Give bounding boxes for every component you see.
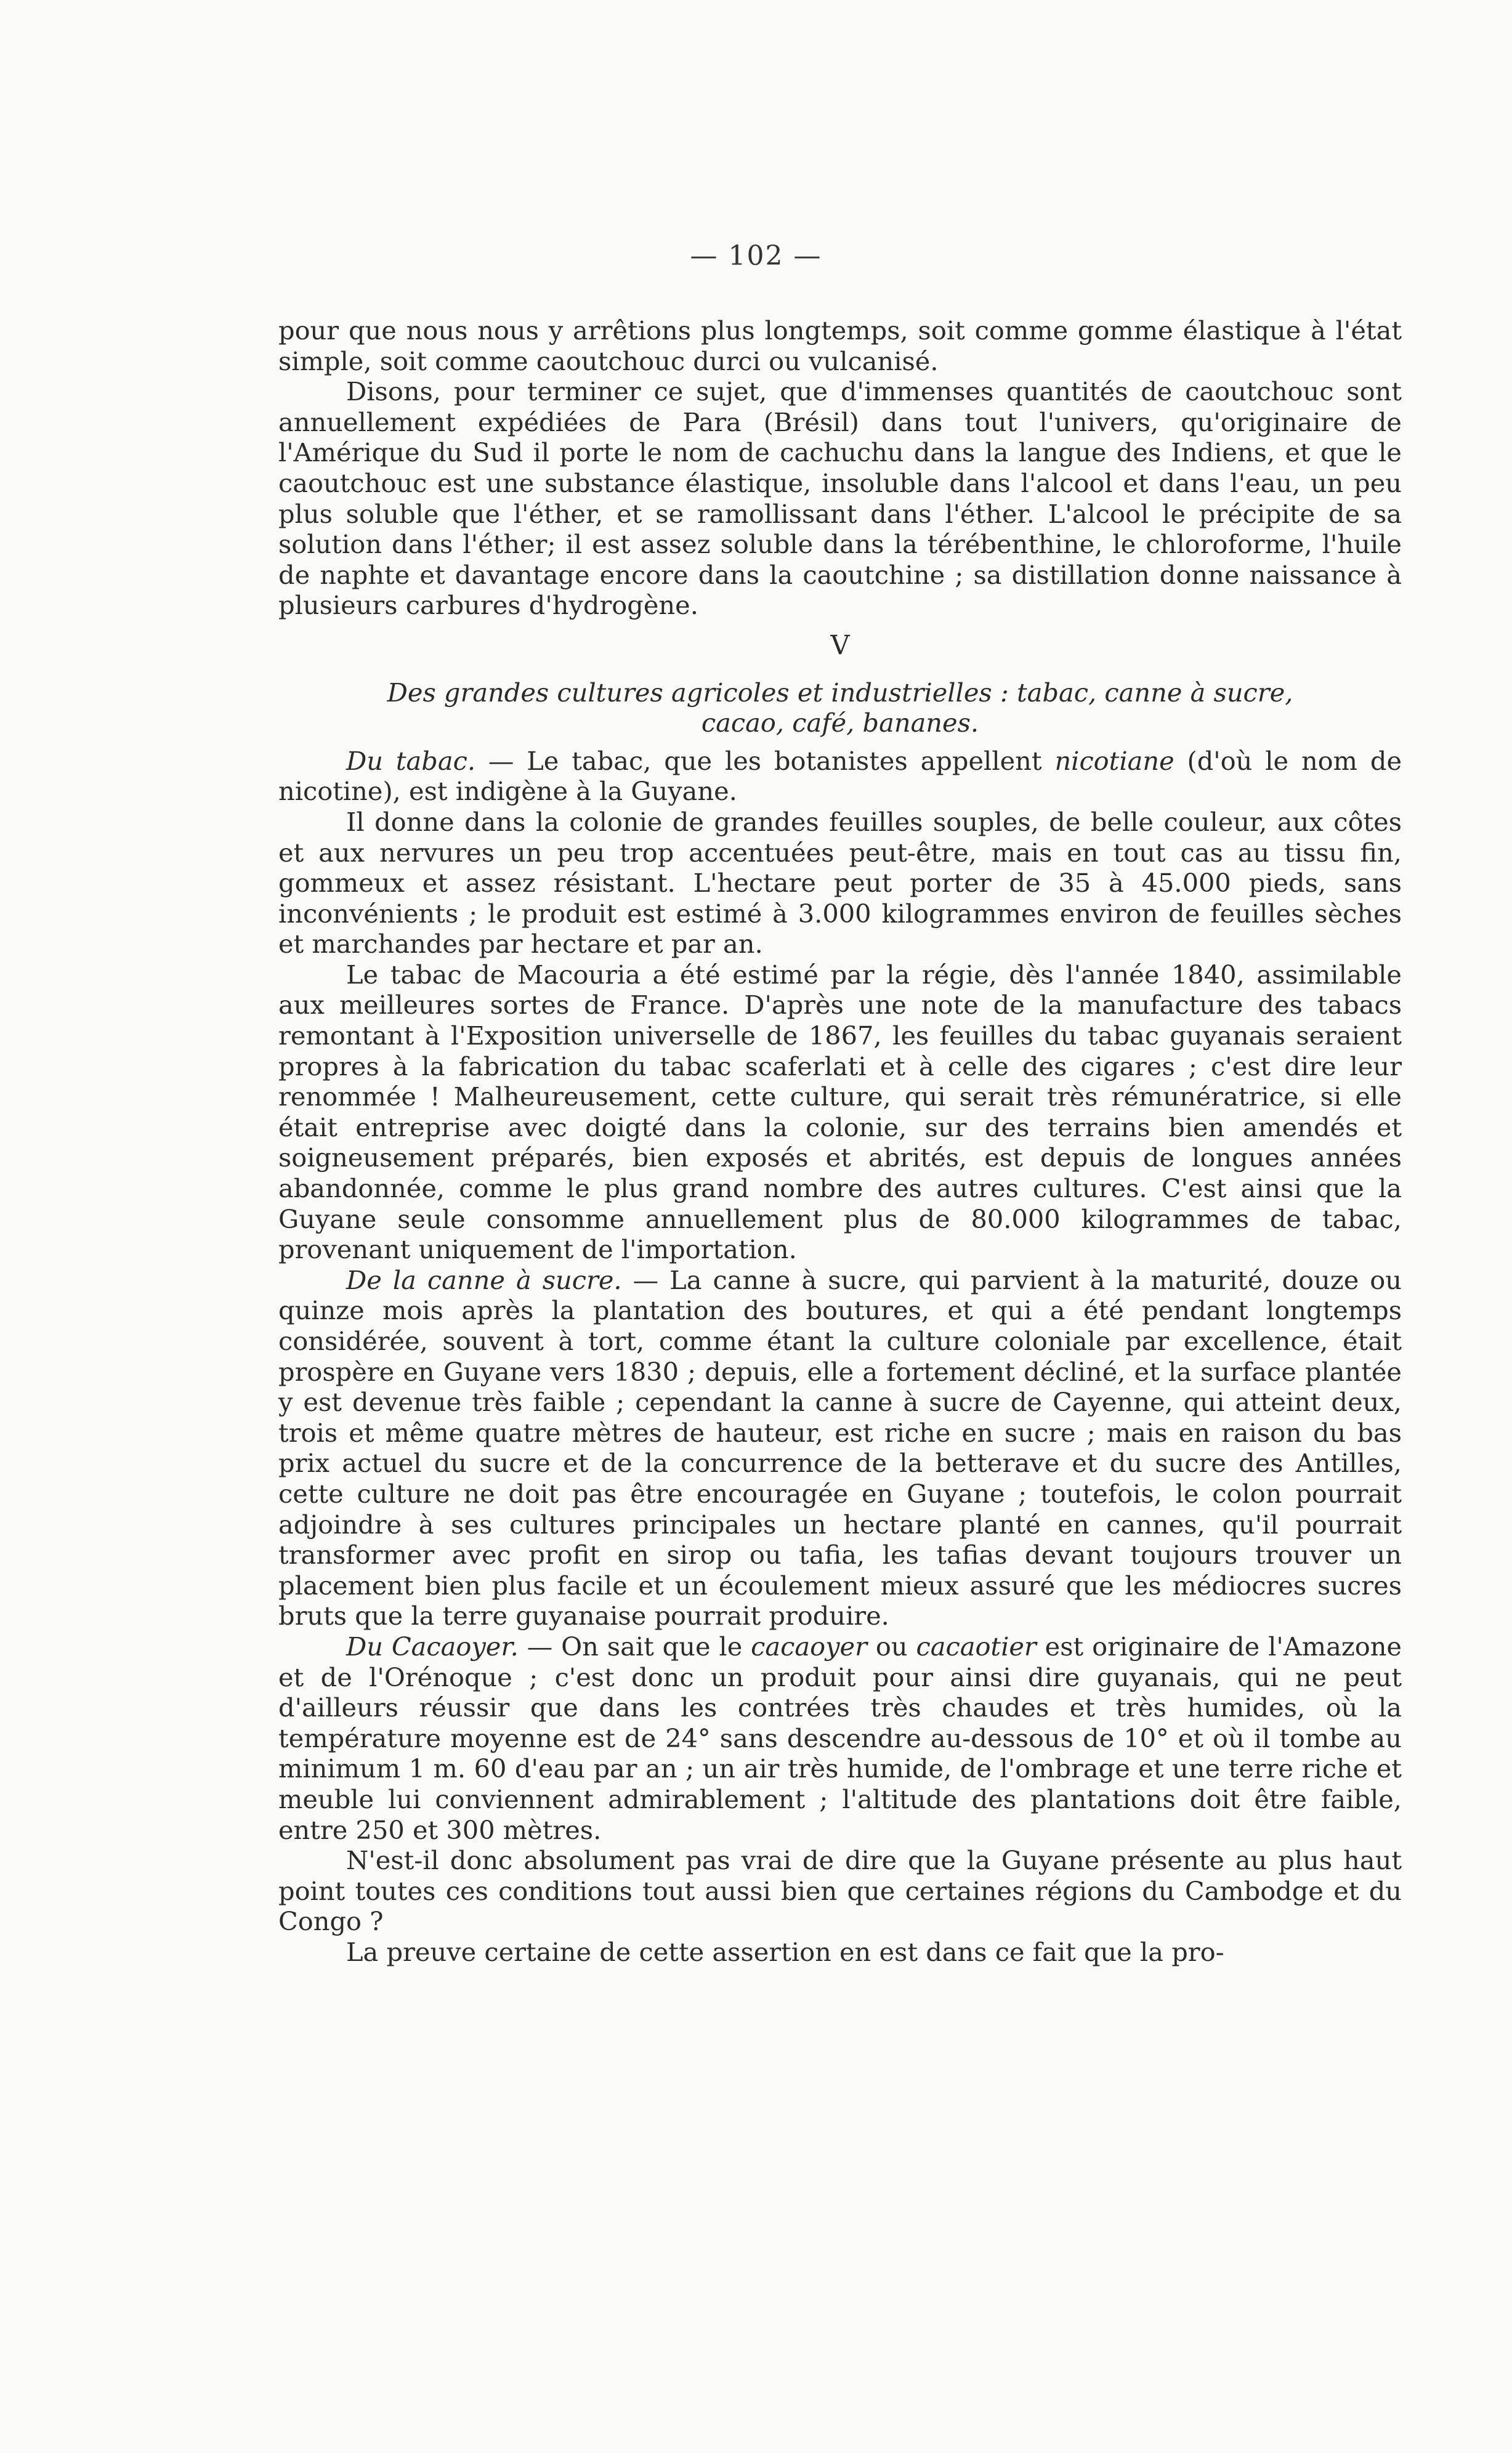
tabac-intro-text-end: (d'où le nom de nicotine), est indigène à la Guyane. xyxy=(278,745,1402,807)
subheading-cacaoyer: Du Cacaoyer. xyxy=(346,1631,519,1662)
paragraph-cacaoyer xyxy=(278,1631,1402,1845)
subheading-tabac: Du tabac. xyxy=(346,745,476,776)
paragraph-tabac-intro xyxy=(278,746,1402,807)
canne-text: — La canne à sucre, qui parvient à la maturité, douze ou quinze mois après la plantation des boutures, et qui a été pendant longtemps considérée, souvent à tort, comme étant la culture coloniale par excellence, était prospère en Guyane vers 1830 ; depuis, elle a fortement décliné, et la surface plantée y est devenue très faible ; cependant la canne à sucre de Cayenne, qui atteint deux, trois et même quatre mètres de hauteur, est riche en sucre ; mais en raison du bas prix actuel du sucre et de la concurrence de la betterave et du sucre des Antilles, cette culture ne doit pas être encouragée en Guyane ; toutefois, le colon pourrait adjoindre à ses cultures principales un hectare planté en cannes, qu'il pourrait transformer avec profit en sirop ou tafia, les tafias devant toujours trouver un placement bien plus facile et un écoulement mieux assuré que les médiocres sucres bruts que la terre guyanaise pourrait produire. xyxy=(278,1264,1402,1631)
section-numeral: V xyxy=(830,629,850,661)
tabac-intro-text-start: — Le tabac, que les botanistes appellent xyxy=(475,745,1055,776)
body-text xyxy=(278,315,1402,1967)
cacaoyer-text-start: — On sait que le xyxy=(518,1631,751,1662)
paragraph-caoutchouc-end: pour que nous nous y arrêtions plus longtemps, soit comme gomme élastique à l'état simple, soit comme caoutchouc durci ou vulcanisé. xyxy=(278,315,1402,376)
section-title xyxy=(278,677,1402,738)
cacaoyer-text-end: est originaire de l'Amazone et de l'Orénoque ; c'est donc un produit pour ainsi dire guyanais, qui ne peut d'ailleurs réussir que dans les contrées très chaudes et très humides, où la température moyenne est de 24° sans descendre au-dessous de 10° et où il tombe au minimum 1 m. 60 d'eau par an ; un air très humide, de l'ombrage et une terre riche et meuble lui conviennent admirablement ; l'altitude des plantations doit être faible, entre 250 et 300 mètres. xyxy=(278,1631,1402,1845)
section-title-line-2: cacao, café, bananes. xyxy=(701,708,979,738)
term-nicotiane: nicotiane xyxy=(1054,745,1174,776)
section-title-line-1: Des grandes cultures agricoles et industrielles : tabac, canne à sucre, xyxy=(387,677,1293,708)
paragraph-canne xyxy=(278,1265,1402,1631)
paragraph-preuve: La preuve certaine de cette assertion en est dans ce fait que la pro- xyxy=(346,1936,1224,1967)
cacaoyer-text-mid: ou xyxy=(867,1631,916,1662)
paragraph-caoutchouc-summary: Disons, pour terminer ce sujet, que d'immenses quantités de caoutchouc sont annuellement expédiées de Para (Brésil) dans tout l'univers, qu'originaire de l'Amérique du Sud il porte le nom de cachuchu dans la langue des Indiens, et que le caoutchouc est une substance élastique, insoluble dans l'alcool et dans l'eau, un peu plus soluble que l'éther, et se ramollissant dans l'éther. L'alcool le précipite de sa solution dans l'éther; il est assez soluble dans la térébenthine, le chloroforme, l'huile de naphte et davantage encore dans la caoutchine ; sa distillation donne naissance à plusieurs carbures d'hydrogène. xyxy=(278,376,1402,621)
paragraph-tabac-description: Il donne dans la colonie de grandes feuilles souples, de belle couleur, aux côtes et aux nervures un peu trop accentuées peut-être, mais en tout cas au tissu fin, gommeux et assez résistant. L'hectare peut porter de 35 à 45.000 pieds, sans inconvénients ; le produit est estimé à 3.000 kilogrammes environ de feuilles sèches et marchandes par hectare et par an. xyxy=(278,806,1402,960)
paragraph-tabac-macouria: Le tabac de Macouria a été estimé par la régie, dès l'année 1840, assimilable aux meilleures sortes de France. D'après une note de la manufacture des tabacs remontant à l'Exposition universelle de 1867, les feuilles du tabac guyanais seraient propres à la fabrication du tabac scaferlati et à celle des cigares ; c'est dire leur renommée ! Malheureusement, cette culture, qui serait très rémunératrice, si elle était entreprise avec doigté dans la colonie, sur des terrains bien amendés et soigneusement préparés, bien exposés et abrités, est depuis de longues années abandonnée, comme le plus grand nombre des autres cultures. C'est ainsi que la Guyane seule consomme annuellement plus de 80.000 kilogrammes de tabac, provenant uniquement de l'importation. xyxy=(278,959,1402,1265)
subheading-canne: De la canne à sucre. xyxy=(346,1264,622,1295)
page-number: — 102 — xyxy=(690,240,822,272)
term-cacaotier: cacaotier xyxy=(916,1631,1037,1662)
paragraph-guyane-conditions: N'est-il donc absolument pas vrai de dire que la Guyane présente au plus haut point toutes ces conditions tout aussi bien que certaines régions du Cambodge et du Congo ? xyxy=(278,1845,1402,1937)
term-cacaoyer: cacaoyer xyxy=(751,1631,867,1662)
